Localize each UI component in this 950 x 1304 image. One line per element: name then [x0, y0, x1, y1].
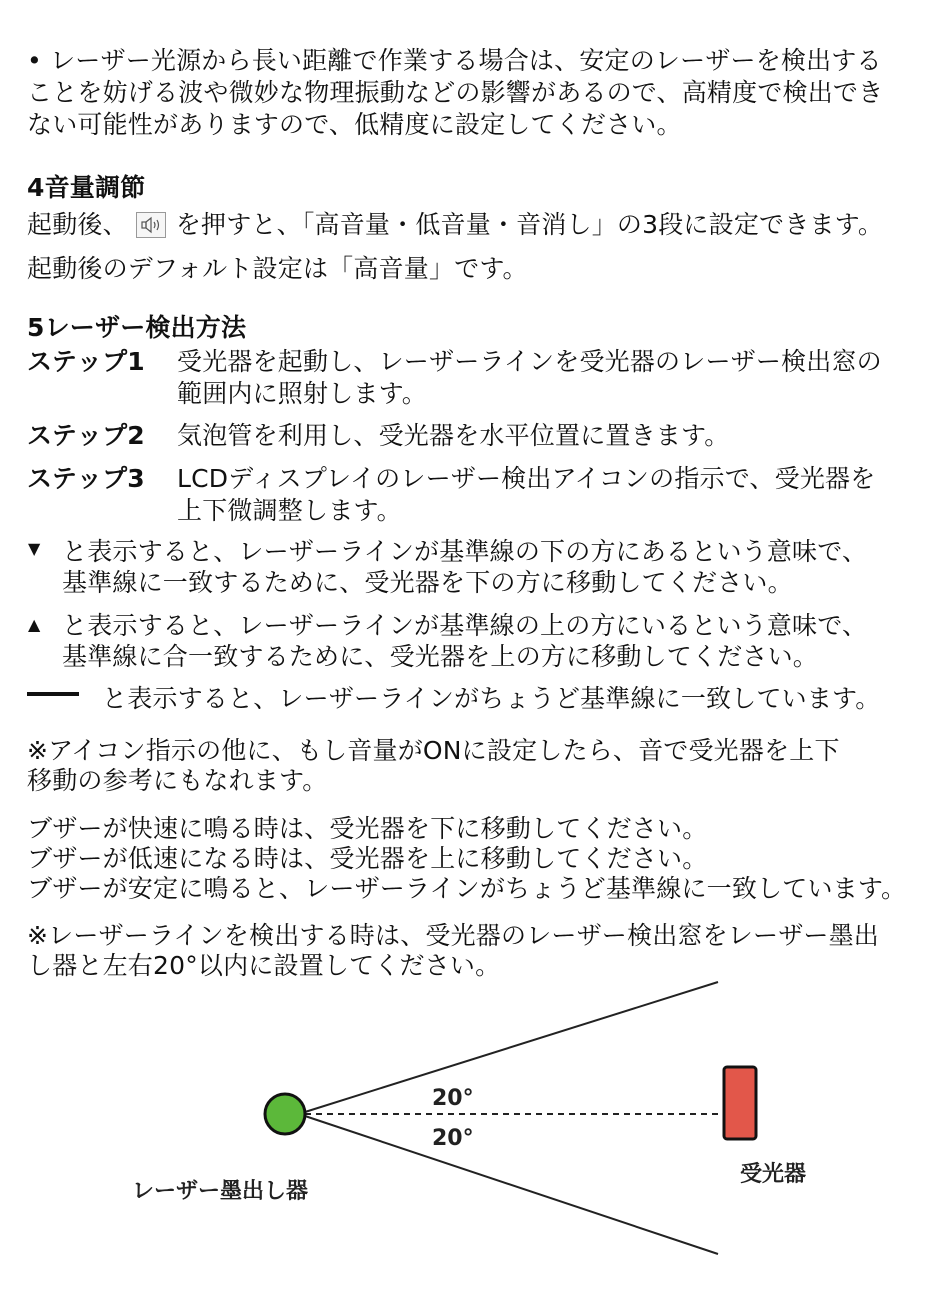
detect-heading: 5レーザー検出方法: [27, 313, 247, 342]
receiver-icon: [724, 1067, 756, 1139]
step3-line-1: LCDディスプレイのレーザー検出アイコンの指示で、受光器を: [177, 464, 876, 493]
step1-label: ステップ1: [27, 347, 145, 376]
volume-line-1-after: を押すと、「高音量・低音量・音消し」の3段に設定できます。: [175, 210, 884, 239]
note1-line-1: ※アイコン指示の他に、もし音量がONに設定したら、音で受光器を上下: [27, 736, 840, 765]
step3-label: ステップ3: [27, 464, 145, 493]
intro-line-3: ない可能性がありますので、低精度に設定してください。: [27, 110, 682, 139]
step1-line-1: 受光器を起動し、レーザーラインを受光器のレーザー検出窓の: [177, 347, 882, 376]
speaker-icon: [136, 212, 166, 238]
level-line: と表示すると、レーザーラインがちょうど基準線に一致しています。: [102, 684, 881, 713]
angle-diagram: [0, 975, 950, 1275]
note2-line-2: し器と左右20°以内に設置してください。: [27, 951, 501, 980]
lower-boundary-line: [305, 1116, 718, 1254]
laser-source-label: レーザー墨出し器: [132, 1179, 309, 1204]
down-triangle-icon: ▼: [28, 539, 41, 558]
down-line-2: 基準線に一致するために、受光器を下の方に移動してください。: [62, 568, 793, 597]
upper-boundary-line: [305, 982, 718, 1112]
up-line-2: 基準線に合一致するために、受光器を上の方に移動してください。: [62, 642, 819, 671]
volume-line-2: 起動後のデフォルト設定は「高音量」です。: [27, 254, 528, 283]
intro-line-1: • レーザー光源から長い距離で作業する場合は、安定のレーザーを検出する: [27, 46, 882, 75]
intro-line-2: ことを妨げる波や微妙な物理振動などの影響があるので、高精度で検出でき: [27, 78, 884, 107]
volume-line-1: [27, 209, 883, 240]
step3-line-2: 上下微調整します。: [177, 496, 402, 525]
angle-upper-label: 20°: [432, 1086, 474, 1111]
buzzer-line-1: ブザーが快速に鳴る時は、受光器を下に移動してください。: [27, 814, 708, 843]
level-bar-icon: [27, 692, 79, 696]
volume-line-1-before: 起動後、: [27, 210, 128, 239]
laser-source-icon: [265, 1094, 305, 1134]
receiver-label: 受光器: [740, 1162, 807, 1187]
step2-label: ステップ2: [27, 421, 145, 450]
angle-lower-label: 20°: [432, 1126, 474, 1151]
up-line-1: と表示すると、レーザーラインが基準線の上の方にいるという意味で、: [62, 611, 868, 640]
step1-line-2: 範囲内に照射します。: [177, 379, 428, 408]
down-line-1: と表示すると、レーザーラインが基準線の下の方にあるという意味で、: [62, 537, 868, 566]
note2-line-1: ※レーザーラインを検出する時は、受光器のレーザー検出窓をレーザー墨出: [27, 921, 880, 950]
step2-line-1: 気泡管を利用し、受光器を水平位置に置きます。: [177, 421, 730, 450]
buzzer-line-3: ブザーが安定に鳴ると、レーザーラインがちょうど基準線に一致しています。: [27, 874, 907, 903]
up-triangle-icon: ▲: [28, 615, 41, 634]
buzzer-line-2: ブザーが低速になる時は、受光器を上に移動してください。: [27, 844, 708, 873]
note1-line-2: 移動の参考にもなれます。: [27, 766, 328, 795]
volume-heading: 4音量調節: [27, 173, 146, 202]
